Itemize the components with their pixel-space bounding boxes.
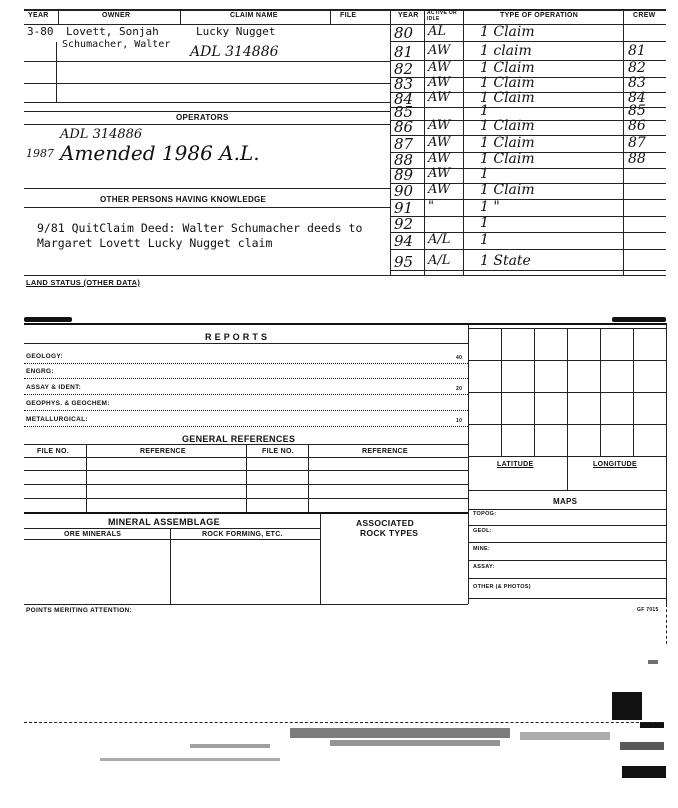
maps-row-label: ASSAY: (473, 564, 495, 570)
claim-name: Lucky Nugget (196, 25, 276, 38)
points-meriting-attention: POINTS MERITING ATTENTION: (26, 607, 133, 614)
land-status-label: LAND STATUS (OTHER DATA) (26, 278, 141, 287)
ops-type: 1 Claim (480, 75, 535, 91)
ops-type: 1 (480, 103, 489, 119)
year-header: YEAR (28, 12, 49, 19)
owner-header: OWNER (102, 12, 131, 19)
maps-row-label: OTHER (& PHOTOS) (473, 584, 531, 590)
ops-status: AW (428, 43, 451, 58)
ref-file-no-2: FILE NO. (262, 448, 294, 455)
maps-row-label: GEOL: (473, 528, 492, 534)
ops-type: 1 (480, 166, 489, 182)
ops-type: 1 Claim (480, 182, 535, 198)
reports-title: R E P O R T S (205, 332, 268, 342)
ops-type: 1 (480, 215, 489, 231)
ops-type: 1 (480, 232, 489, 248)
report-scale-number: 20 (456, 386, 463, 392)
operation-type-header: TYPE OF OPERATION (500, 12, 579, 19)
report-scale-number: 10 (456, 418, 463, 424)
operators-amended: Amended 1986 A.L. (60, 141, 260, 165)
ops-year: 84 (394, 90, 414, 108)
ops-year: 95 (394, 253, 414, 271)
ops-year: 87 (394, 135, 414, 153)
quitclaim-line-2: Margaret Lovett Lucky Nugget claim (37, 236, 273, 250)
form-number: GF 7015 (637, 607, 659, 613)
ops-status: AL (428, 24, 447, 39)
ops-status: AW (428, 182, 451, 197)
report-label: ENGRG: (26, 368, 54, 375)
ops-year: 90 (394, 182, 414, 200)
ops-year: 86 (394, 118, 414, 136)
ops-year: 88 (394, 151, 414, 169)
ops-type: 1 Claim (480, 90, 535, 106)
ops-type: 1 claim (480, 43, 532, 59)
claim-name-header: CLAIM NAME (230, 12, 278, 19)
longitude-label: LONGITUDE (593, 461, 637, 468)
other-persons-title: OTHER PERSONS HAVING KNOWLEDGE (100, 195, 267, 204)
report-label: METALLURGICAL: (26, 416, 88, 423)
ops-status: AW (428, 60, 451, 75)
quitclaim-line-1: 9/81 QuitClaim Deed: Walter Schumacher deeds to (37, 221, 363, 235)
ops-status: " (428, 199, 434, 214)
rock-forming-header: ROCK FORMING, ETC. (202, 531, 283, 538)
ref-reference-1: REFERENCE (140, 448, 186, 455)
ops-year: 85 (394, 103, 414, 121)
ops-status: AW (428, 166, 451, 181)
ops-type: 1 Claim (480, 60, 535, 76)
ops-type: 1 Claim (480, 135, 535, 151)
report-label: GEOPHYS. & GEOCHEM: (26, 400, 110, 407)
ops-type: 1 Claim (480, 24, 535, 40)
latitude-label: LATITUDE (497, 461, 534, 468)
file-header: FILE (340, 12, 357, 19)
ops-crew: 86 (628, 118, 646, 134)
crew-header: CREW (633, 12, 656, 19)
ops-year: 92 (394, 215, 414, 233)
ops-crew: 84 (628, 90, 646, 106)
report-label: GEOLOGY: (26, 353, 63, 360)
ops-crew: 81 (628, 43, 646, 59)
entry-year: 3-80 (27, 25, 54, 38)
operators-title: OPERATORS (176, 113, 229, 122)
ops-year: 82 (394, 60, 414, 78)
owner-name-2: Schumacher, Walter (62, 39, 171, 50)
year2-header: YEAR (398, 12, 419, 19)
ops-type: 1 Claim (480, 118, 535, 134)
ops-year: 89 (394, 166, 414, 184)
associated-rock-title-1: ASSOCIATED (356, 518, 415, 528)
claim-adl-number: ADL 314886 (190, 44, 279, 60)
ops-crew: 85 (628, 103, 646, 119)
operators-adl: ADL 314886 (60, 127, 143, 142)
operators-year: 1987 (26, 147, 54, 160)
active-idle-header: ACTIVE OR IDLE (427, 10, 457, 22)
report-scale-number: 40 (456, 355, 463, 361)
ops-crew: 83 (628, 75, 646, 91)
ops-year: 83 (394, 75, 414, 93)
ops-year: 94 (394, 232, 414, 250)
ops-status: AW (428, 90, 451, 105)
ops-type: 1 State (480, 253, 531, 269)
ops-crew: 88 (628, 151, 646, 167)
ore-minerals-header: ORE MINERALS (64, 531, 122, 538)
ops-status: AW (428, 151, 451, 166)
ops-type: 1 " (480, 199, 500, 215)
ops-year: 91 (394, 199, 414, 217)
owner-name-1: Lovett, Sonjah (66, 25, 159, 38)
ops-status: AW (428, 75, 451, 90)
report-label: ASSAY & IDENT: (26, 384, 82, 391)
ops-status: AW (428, 118, 451, 133)
ops-year: 81 (394, 43, 414, 61)
ops-type: 1 Claim (480, 151, 535, 167)
associated-rock-title-2: ROCK TYPES (360, 528, 419, 538)
ops-status: A/L (428, 232, 451, 247)
ops-status: AW (428, 135, 451, 150)
ops-crew: 87 (628, 135, 646, 151)
maps-row-label: MINE: (473, 546, 491, 552)
ops-year: 80 (394, 24, 414, 42)
ops-crew: 82 (628, 60, 646, 76)
maps-title: MAPS (553, 497, 578, 506)
ref-file-no-1: FILE NO. (37, 448, 69, 455)
general-references-title: GENERAL REFERENCES (182, 434, 296, 444)
maps-row-label: TOPOG: (473, 511, 497, 517)
ops-status: A/L (428, 253, 451, 268)
mineral-assemblage-title: MINERAL ASSEMBLAGE (108, 517, 220, 527)
ref-reference-2: REFERENCE (362, 448, 408, 455)
